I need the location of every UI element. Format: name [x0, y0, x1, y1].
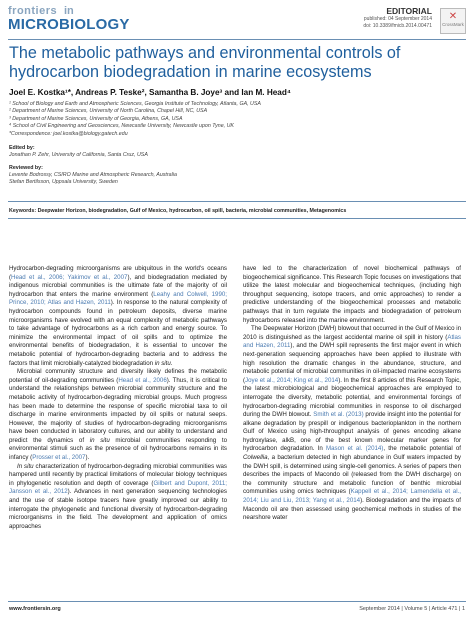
reviewed-by [9, 165, 459, 186]
keywords-line [9, 208, 465, 214]
author-list: Joel E. Kostka¹*, Andreas P. Teske², Samantha B. Joye³ and Ian M. Head⁴ [9, 88, 291, 97]
keywords-divider-top [8, 201, 466, 202]
logo-frontiers-text: frontiers [8, 5, 58, 17]
citation-link[interactable]: Head et al., 2006; Yakimov et al., 2007 [11, 273, 128, 281]
affiliation: ¹ School of Biology and Earth and Atmospheric Sciences, Georgia Institute of Technology, Atlanta, GA, USA [9, 101, 261, 107]
page-header [8, 6, 466, 38]
correspondence-email[interactable]: *Correspondence: joel.kostka@biology.gatech.edu [9, 130, 128, 137]
affiliation: ³ Department of Marine Sciences, University of Georgia, Athens, GA, USA [9, 115, 183, 122]
text-run: ). Thus, it is critical to understand the relationships between microbial community structure and the metabolic activity of hydrocarbon-degrading microbial groups. Much progress has been made to determine the response of specific microbial taxa to oil discharge in marine environments impacted by oil spills or natural seeps. However, the majority of studies of hydrocarbon-degrading microorganisms have been conducted in laboratory cultures, and our ability to understand and predict the dynamics of [9, 376, 227, 444]
text-run: in situ [154, 359, 171, 367]
text-run: Microbial community structure and diversity likely defines the metabolic potential of oil-degrading communities ( [9, 368, 227, 384]
reviewed-by-heading: Reviewed by: [9, 165, 43, 171]
footer-divider [8, 601, 466, 602]
text-run: , a bacterium detected in high abundance in Gulf waters impacted by the DWH spill, is determined using single-cell genomics. A series of papers then describes the impacts of Macondo oil (released from the DWH discharge) on the community structure and metabolic function of benthic microbial communities using omics techniques ( [243, 454, 461, 496]
paragraph [9, 463, 227, 532]
text-run: ). [85, 454, 90, 462]
journal-logo[interactable] [8, 5, 130, 36]
affiliation: ² Department of Marine Sciences, University of North Carolina, Chapel Hill, NC, USA [9, 108, 208, 115]
text-run: characterization of hydrocarbon-degrading microbial communities was hampered until recently by practical limitations of molecular biology techniques in phylogenetic resolution and depth of coverage ( [9, 462, 227, 487]
crossmark-icon[interactable]: ✕ CrossMark [440, 8, 466, 34]
paragraph: have led to the characterization of novel biochemical pathways of biogeochemical significance. This Research Topic focuses on investigations that utilize the latest molecular and biogeochemical techniques, (including high throughput sequencing, isotope tracers, and omic approaches) to render a predictive understanding of the biogeochemical processes and metabolic pathways that in turn regulate the impacts and biodegradation of petroleum hydrocarbons released into the marine environment. [243, 265, 461, 324]
editor-name: Jonathan P. Zehr, University of California, Santa Cruz, USA [9, 152, 148, 159]
text-run: Colwellia [243, 454, 268, 462]
body-column-right [243, 265, 461, 523]
keywords-label: Keywords: [9, 208, 37, 214]
journal-website-link[interactable]: www.frontiersin.org [9, 606, 61, 612]
edited-by [9, 145, 459, 159]
text-run: in situ [89, 436, 110, 444]
keywords-list: Deepwater Horizon, biodegradation, Gulf of Mexico, hydrocarbon, oil spill, bacteria, microbial communities, Metagenomics [37, 208, 347, 214]
header-divider [8, 39, 466, 40]
affiliation: ⁴ School of Civil Engineering and Geosciences, Newcastle University, Newcastle upon Tyne, UK [9, 123, 234, 130]
reviewer-name: Stefan Bertilsson, Uppsala University, Sweden [9, 179, 118, 186]
text-run: microbial communities responding to environmental stimuli such as the presence of oil hydrocarbons remains in its infancy ( [9, 436, 227, 462]
crossmark-label: CrossMark [442, 22, 464, 27]
citation-link[interactable]: Head et al., 2006 [118, 376, 167, 384]
text-run: ). In response to the natural complexity of hydrocarbon compounds found in petroleum deposits, diverse marine microorganisms have evolved with an equal complexity of metabolic pathways to take advantage of hydrocarbons as a rich carbon and energy source. To minimize the environmental impact of oil spills and to optimize the environmental benefits of biodegradation, it is essential to uncover the metabolic potential of hydrocarbon-degrading bacteria and to address the factors that limit microbially-catalyzed biodegradation [9, 299, 227, 367]
text-run: ), and the DWH spill represents the first major event in which next-generation sequencing approaches have been applied to illustrate with high resolution the dramatic changes in the abundance, structure, and metabolic potential of microbial communities in oil-impacted marine ecosystems ( [243, 342, 461, 384]
article-type: EDITORIAL [386, 6, 432, 16]
text-run: Hydrocarbon-degrading microorganisms are ubiquitous in the world's oceans ( [9, 265, 227, 281]
text-run: In situ [17, 462, 34, 470]
citation-link[interactable]: Gilbert and Dupont, 2011; Jansson et al., 2012 [9, 479, 227, 496]
title-line: The metabolic pathways and environmental controls of [9, 44, 401, 62]
doi-link[interactable]: doi: 10.3389/fmicb.2014.00471 [363, 22, 432, 29]
article-title [9, 44, 459, 82]
citation-link[interactable]: Kappell et al., 2014; Lamendella et al., 2014; Liu and Liu, 2013; Yang et al., 2014 [243, 488, 461, 505]
logo-journal-text: MICROBIOLOGY [8, 16, 130, 33]
text-run: ), and biodegradation mediated by indigenous microbial communities is the ultimate fate of the majority of oil hydrocarbon that enters the marine environment ( [9, 273, 227, 298]
reviewer-name: Levente Bodrossy, CSIRO Marine and Atmospheric Research, Australia [9, 172, 177, 179]
text-run: ). Advances in next generation sequencing technologies and the use of stable isotope tracers have greatly improved our ability to interrogate the phylogenetic and functional diversity of hydrocarbon-degrading microorganisms in the field. The development and application of omics approaches [9, 488, 227, 530]
citation-link[interactable]: Prosser et al., 2007 [32, 454, 86, 462]
published-date: published: 04 September 2014 [363, 16, 432, 22]
text-run: , the metabolic potential of [383, 445, 461, 453]
title-line: hydrocarbon biodegradation in marine ecosystems [9, 63, 372, 81]
text-run: ). In the first 8 articles of this Research Topic, the latest microbiological and biogeochemical approaches are employed to interrogate the diversity, metabolic potential, and environmental forcings of hydrocarbon-degrading microbial communities in response to oil discharged during the DWH blowout. [243, 376, 461, 419]
citation-link[interactable]: Mason et al. (2014) [325, 445, 384, 453]
logo-in-text: in [64, 5, 74, 17]
text-run: provide insight into the potential for alkane degradation by prespill or indigenous bacterioplankton in the northern Gulf of Mexico using high-throughput analysis of genes encoding alkane hydroxylase, alkB, one of the best known molecular marker genes for hydrocarbon degradation. In [243, 411, 462, 453]
keywords-divider-bottom [8, 218, 466, 219]
text-run: ). Biodegradation and the impacts of Macondo oil are then assessed using geochemical methods in studies of the nearshore water [243, 497, 461, 522]
text-run: . [170, 359, 173, 367]
body-column-left [9, 265, 227, 531]
citation-link[interactable]: Smith et al. (2013) [313, 411, 364, 419]
paragraph [243, 325, 461, 523]
citation-link[interactable]: Atlas and Hazen, 2011 [243, 333, 461, 350]
article-meta [363, 6, 432, 29]
edited-by-heading: Edited by: [9, 145, 35, 151]
text-run: The Deepwater Horizon (DWH) blowout that occurred in the Gulf of Mexico in 2010 is distinguished as the largest accidental marine oil spill in history ( [243, 325, 461, 341]
citation-link[interactable]: Leahy and Colwell, 1990; Prince, 2010; Atlas and Hazen, 2011 [9, 290, 227, 307]
paragraph [9, 368, 227, 463]
paragraph [9, 265, 227, 368]
citation-link[interactable]: Joye et al., 2014; King et al., 2014 [245, 376, 339, 384]
footer-citation-info: September 2014 | Volume 5 | Article 471 | 1 [359, 606, 465, 612]
affiliations [9, 101, 459, 138]
